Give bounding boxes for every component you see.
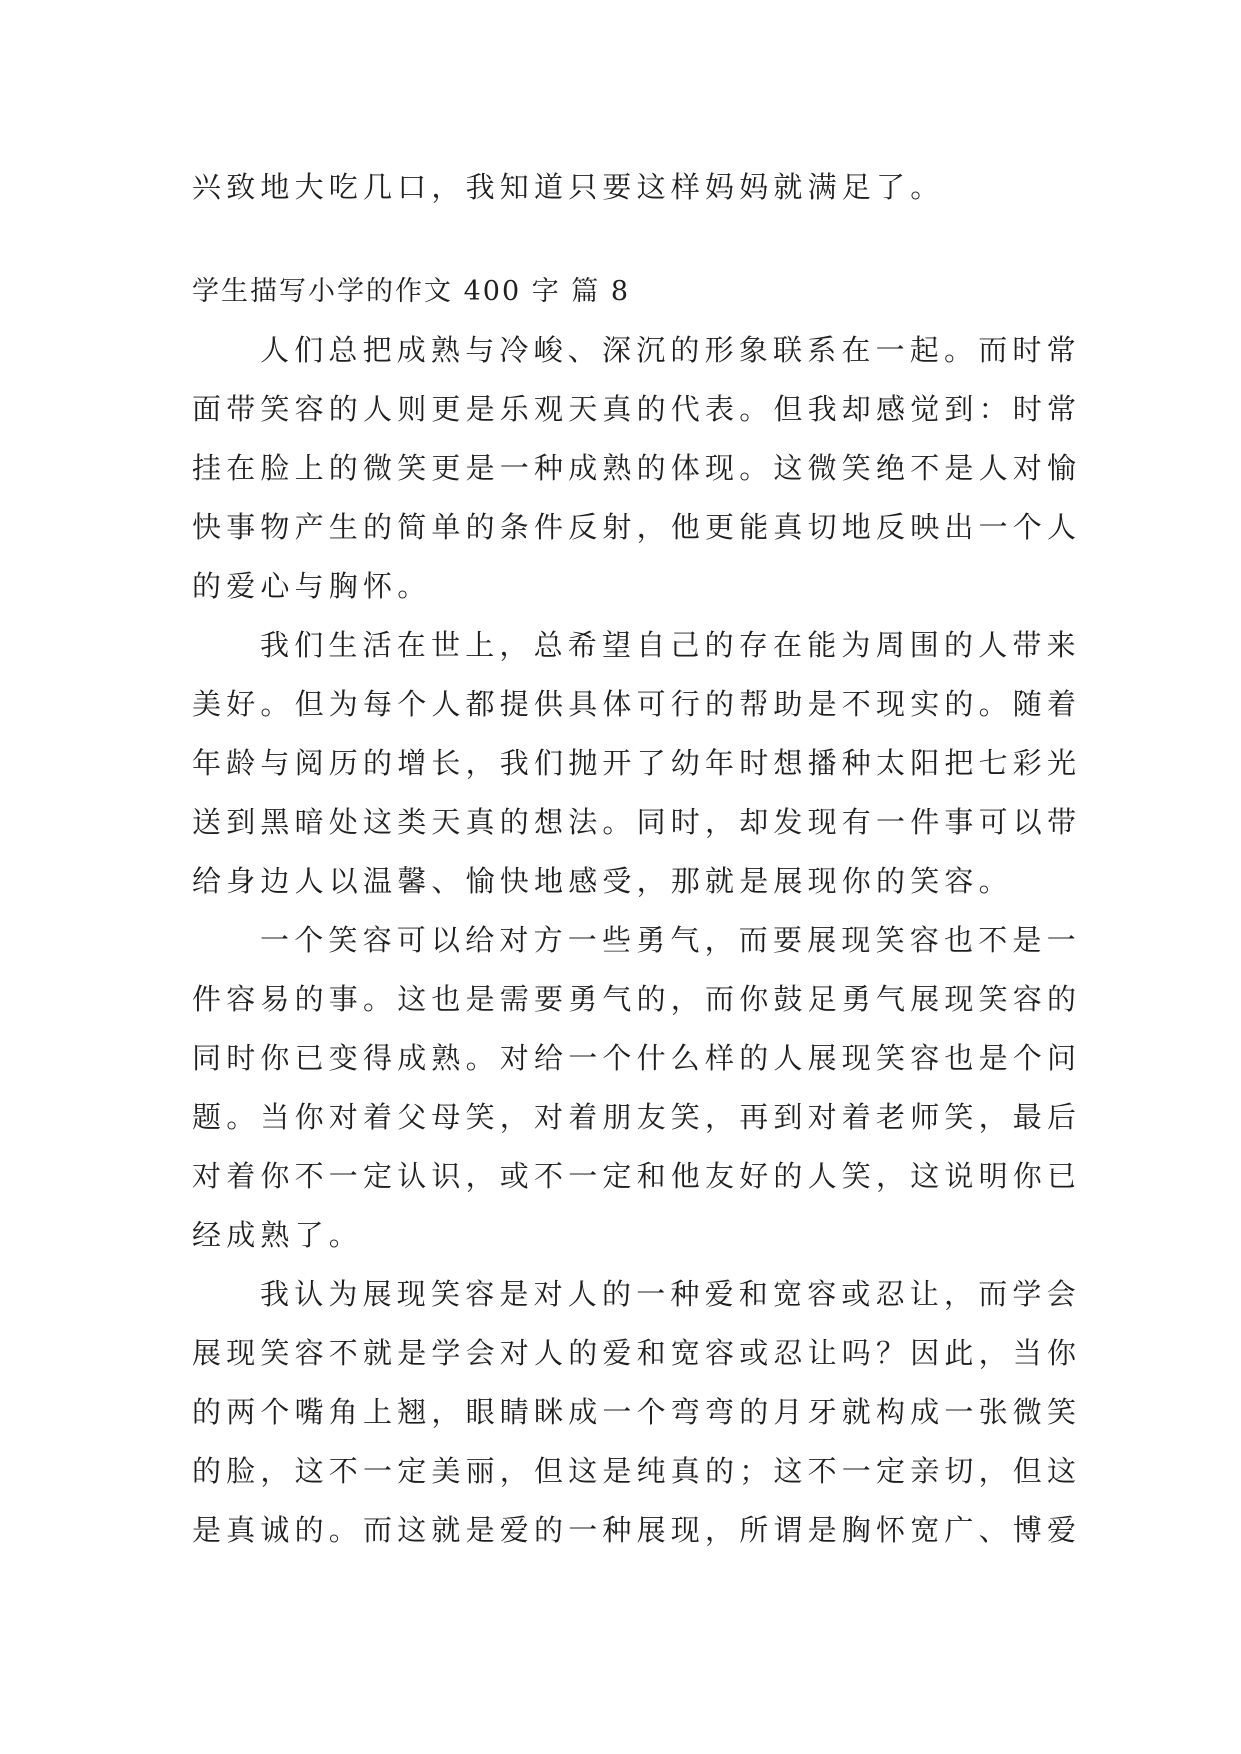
paragraph-line: 挂在脸上的微笑更是一种成熟的体现。这微笑绝不是人对愉 [192,451,1082,485]
paragraph-line: 展现笑容不就是学会对人的爱和宽容或忍让吗？因此，当你 [192,1336,1082,1370]
paragraph-line: 题。当你对着父母笑，对着朋友笑，再到对着老师笑，最后 [192,1100,1082,1134]
previous-paragraph-tail: 兴致地大吃几口，我知道只要这样妈妈就满足了。 [192,170,945,204]
paragraph-line: 经成熟了。 [192,1218,364,1252]
paragraph-line: 年龄与阅历的增长，我们抛开了幼年时想播种太阳把七彩光 [192,746,1082,780]
section-heading: 学生描写小学的作文 400 字 篇 8 [192,276,631,307]
paragraph-line: 送到黑暗处这类天真的想法。同时，却发现有一件事可以带 [192,805,1082,839]
paragraph-line: 我认为展现笑容是对人的一种爱和宽容或忍让，而学会 [260,1277,1081,1311]
document-body [192,158,1082,1560]
paragraph-line: 一个笑容可以给对方一些勇气，而要展现笑容也不是一 [260,923,1081,957]
paragraph-line: 的脸，这不一定美丽，但这是纯真的；这不一定亲切，但这 [192,1454,1082,1488]
paragraph-2 [192,616,1082,911]
paragraph-line: 的两个嘴角上翘，眼睛眯成一个弯弯的月牙就构成一张微笑 [192,1395,1082,1429]
paragraph-line: 面带笑容的人则更是乐观天真的代表。但我却感觉到：时常 [192,392,1082,426]
paragraph-line: 给身边人以温馨、愉快地感受，那就是展现你的笑容。 [192,864,1013,898]
paragraph-line: 快事物产生的简单的条件反射，他更能真切地反映出一个人 [192,510,1082,544]
paragraph-line: 对着你不一定认识，或不一定和他友好的人笑，这说明你已 [192,1159,1082,1193]
paragraph-line: 美好。但为每个人都提供具体可行的帮助是不现实的。随着 [192,687,1082,721]
paragraph-line: 我们生活在世上，总希望自己的存在能为周围的人带来 [260,628,1081,662]
paragraph-4 [192,1265,1082,1560]
paragraph-line: 是真诚的。而这就是爱的一种展现，所谓是胸怀宽广、博爱 [192,1513,1082,1547]
paragraph-1 [192,321,1082,616]
paragraph-line: 人们总把成熟与冷峻、深沉的形象联系在一起。而时常 [260,333,1081,367]
paragraph-line: 件容易的事。这也是需要勇气的，而你鼓足勇气展现笑容的 [192,982,1082,1016]
paragraph-line: 同时你已变得成熟。对给一个什么样的人展现笑容也是个问 [192,1041,1082,1075]
paragraph-3 [192,911,1082,1265]
paragraph-line: 的爱心与胸怀。 [192,569,432,603]
